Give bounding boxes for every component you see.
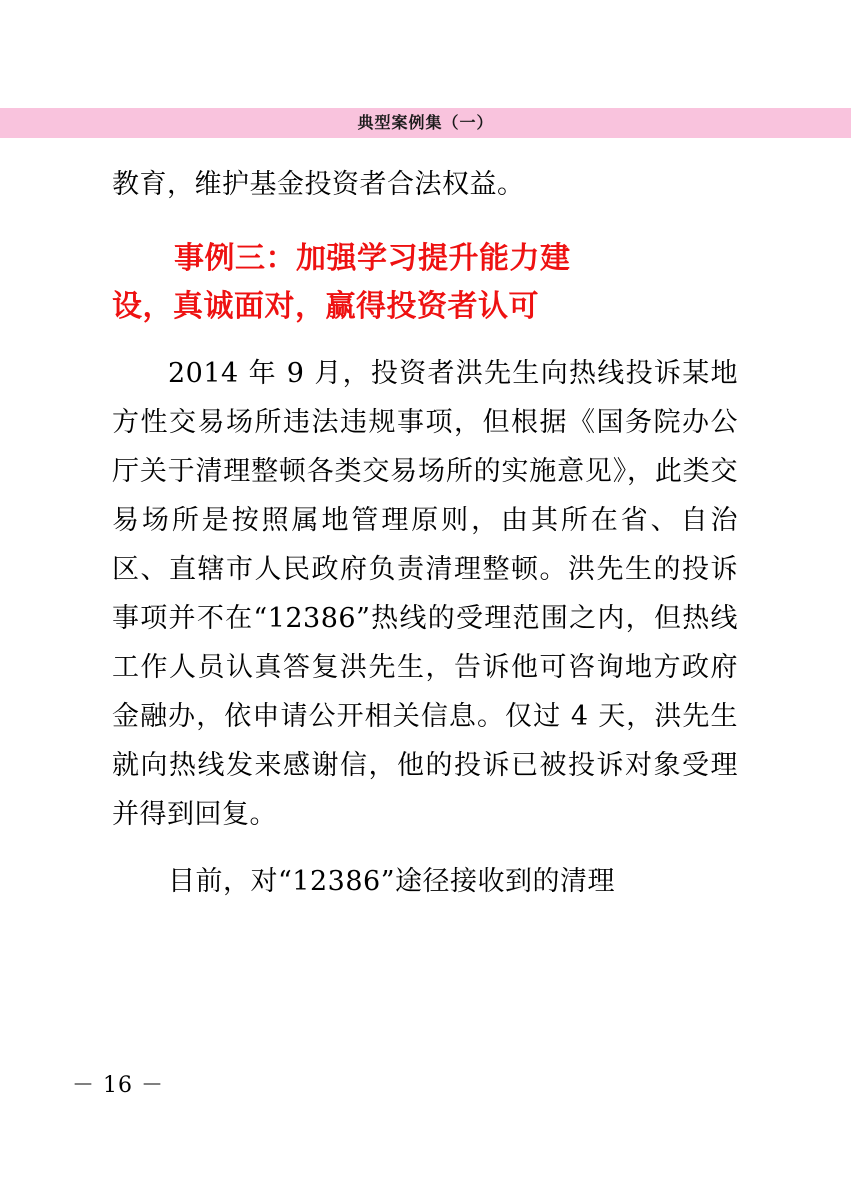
case-heading	[112, 235, 738, 331]
paragraph-spacer	[112, 839, 738, 857]
running-header-title: 典型案例集（一）	[357, 113, 494, 132]
case-heading-line-2: 设，真诚面对，赢得投资者认可	[112, 289, 539, 324]
paragraph-continuation: 教育，维护基金投资者合法权益。	[112, 169, 525, 200]
case-heading-line-1: 事例三：加强学习提升能力建	[174, 241, 571, 276]
page-content	[112, 160, 738, 906]
paragraph-case-body: 2014 年 9 月，投资者洪先生向热线投诉某地方性交易场所违法违规事项，但根据《国务院办公厅关于清理整顿各类交易场所的实施意见》，此类交易场所是按照属地管理原则，由其所在省、自治区、直辖市人民政府负责清理整顿。洪先生的投诉事项并不在“12386”热线的受理范围之内，但热线工作人员认真答复洪先生，告诉他可咨询地方政府金融办，依申请公开相关信息。仅过 4 天，洪先生就向热线发来感谢信，他的投诉已被投诉对象受理并得到回复。	[112, 358, 738, 830]
page-number: － 16 －	[72, 1073, 164, 1098]
paragraph-next-section: 目前，对“12386”途径接收到的清理	[168, 866, 615, 897]
